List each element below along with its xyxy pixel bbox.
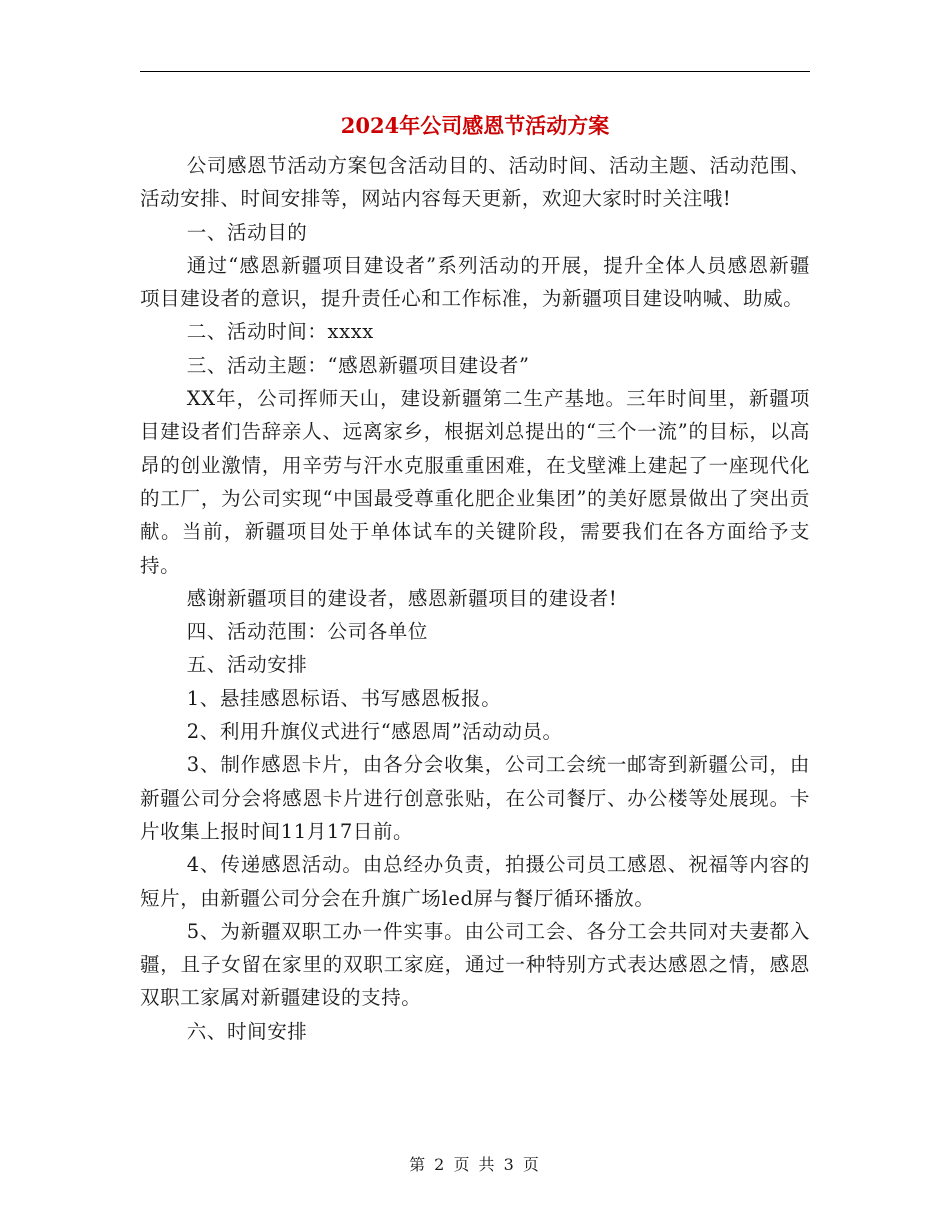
- section-heading-time: 二、活动时间：xxxx: [186, 320, 374, 344]
- thanks-paragraph: 感谢新疆项目的建设者，感恩新疆项目的建设者!: [186, 586, 618, 610]
- arrangement-item-5: 5、为新疆双职工办一件实事。由公司工会、各分工会共同对夫妻都入疆，且子女留在家里的双职工家庭，通过一种特别方式表达感恩之情，感恩双职工家属对新疆建设的支持。: [140, 919, 810, 1010]
- section-heading-schedule: 六、时间安排: [186, 1019, 308, 1043]
- intro-paragraph: 公司感恩节活动方案包含活动目的、活动时间、活动主题、活动范围、活动安排、时间安排等，网站内容每天更新，欢迎大家时时关注哦!: [140, 154, 810, 211]
- arrangement-item-4: 4、传递感恩活动。由总经办负责，拍摄公司员工感恩、祝福等内容的短片，由新疆公司分会在升旗广场led屏与餐厅循环播放。: [140, 853, 810, 910]
- arrangement-item-3: 3、制作感恩卡片，由各分会收集，公司工会统一邮寄到新疆公司，由新疆公司分会将感恩卡片进行创意张贴，在公司餐厅、办公楼等处展现。卡片收集上报时间11月17日前。: [140, 753, 810, 843]
- header-rule: [140, 71, 810, 72]
- section-heading-arrangement: 五、活动安排: [186, 653, 308, 677]
- document-title: 2024年公司感恩节活动方案: [340, 113, 610, 138]
- section-heading-purpose: 一、活动目的: [186, 220, 308, 244]
- purpose-paragraph: 通过“感恩新疆项目建设者”系列活动的开展，提升全体人员感恩新疆项目建设者的意识，提升责任心和工作标准，为新疆项目建设呐喊、助威。: [140, 253, 810, 311]
- theme-paragraph: XX年，公司挥师天山，建设新疆第二生产基地。三年时间里，新疆项目建设者们告辞亲人、远离家乡，根据刘总提出的“三个一流”的目标，以高昂的创业激情，用辛劳与汗水克服重重困难，在戈壁滩上建起了一座现代化的工厂，为公司实现“中国最受尊重化肥企业集团”的美好愿景做出了突出贡献。当前，新疆项目处于单体试车的关键阶段，需要我们在各方面给予支持。: [140, 387, 810, 577]
- section-heading-theme: 三、活动主题：“感恩新疆项目建设者”: [186, 353, 530, 377]
- document-body: [140, 149, 810, 1048]
- section-heading-scope: 四、活动范围：公司各单位: [186, 620, 428, 644]
- arrangement-item-1: 1、悬挂感恩标语、书写感恩板报。: [186, 686, 502, 710]
- page-number: 第 2 页 共 3 页: [409, 1155, 541, 1174]
- arrangement-item-2: 2、利用升旗仪式进行“感恩周”活动动员。: [186, 720, 563, 744]
